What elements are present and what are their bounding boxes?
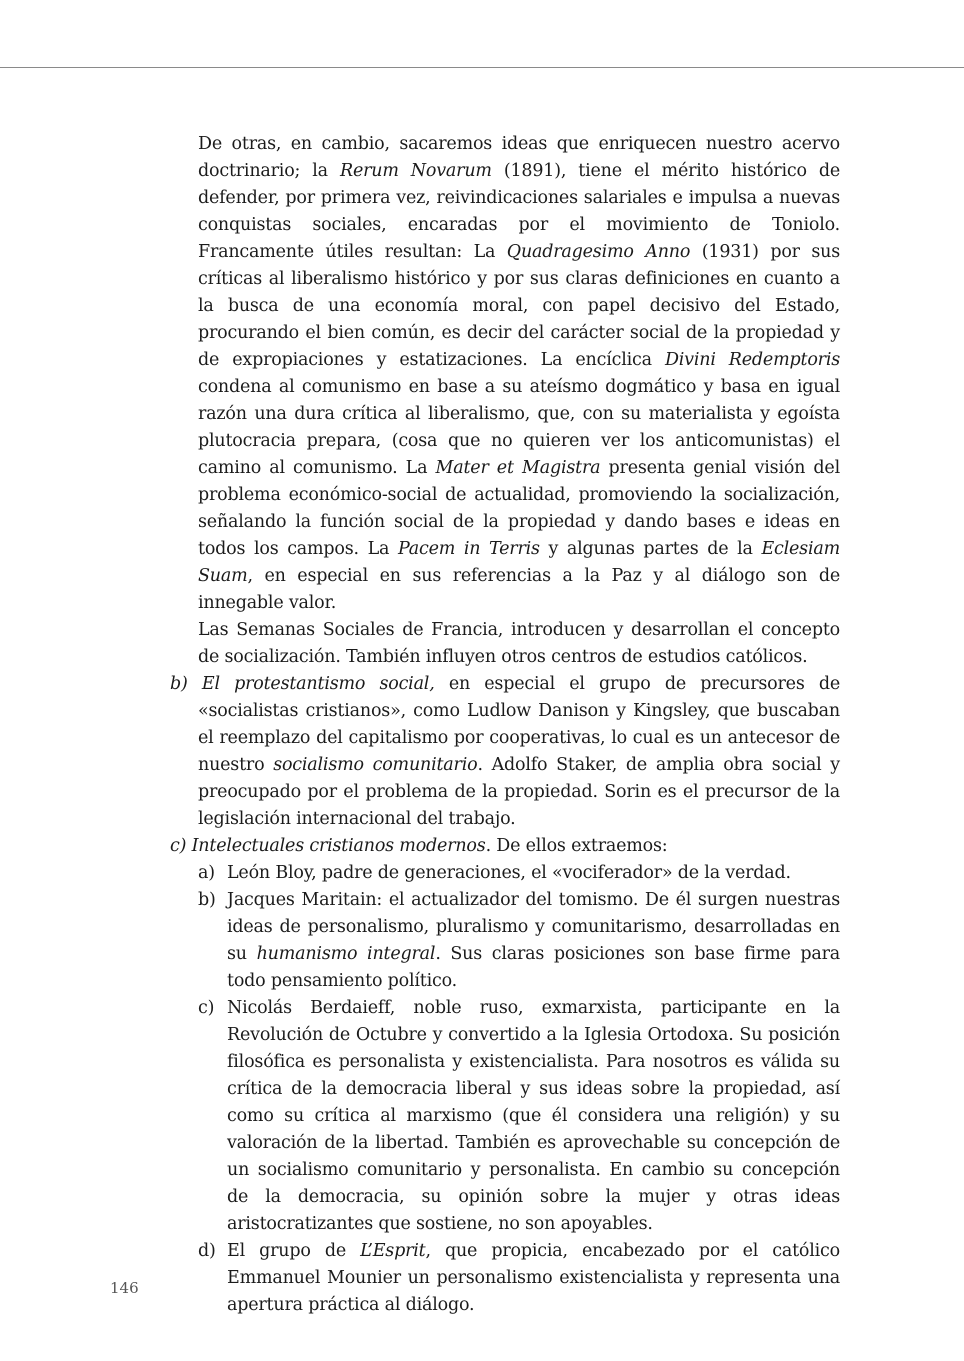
- text-run: . De ellos extraemos:: [485, 836, 668, 856]
- page-number: 146: [110, 1279, 139, 1297]
- sublist-text: Nicolás Berdaieff, noble ruso, exmarxista, participante en la Revolución de Octubre y convertido a la Iglesia Ortodoxa. Su posición filosófica es personalista y existencialista. Para nosotros es válida su crítica de la democracia liberal y sus ideas sobre la propiedad, así como su crítica al marxismo (que él considera una religión) y su valoración de la libertad. También es aprovechable su concepción de un socialismo comunitario y personalista. En cambio su concepción de la democracia, su opinión sobre la mujer y otras ideas aristocratizantes que sostiene, no son apoyables.: [227, 998, 840, 1234]
- paragraph-semanas-sociales: Las Semanas Sociales de Francia, introducen y desarrollan el concepto de socialización. También influyen otros centros de estudios católicos.: [198, 620, 840, 667]
- list-marker: b): [198, 890, 216, 910]
- sublist-item-d: [170, 1238, 840, 1319]
- text-run: . Adolfo Staker, de amplia obra social y preocupado por el problema de la propiedad. Sorin es el precursor de la legislación internacional del trabajo.: [198, 755, 840, 829]
- italic-title-quadragesimo-anno: Quadragesimo Anno: [506, 242, 691, 262]
- list-item-b: [170, 671, 840, 833]
- sublist-item-a: [170, 860, 840, 887]
- italic-term: L’Esprit: [360, 1241, 426, 1261]
- text-run: Jacques Maritain: el actualizador del tomismo. De él surgen nuestras ideas de personalismo, pluralismo y comunitarismo, desarrolladas en su: [227, 890, 840, 964]
- italic-title-eclesiam-suam: Eclesiam Suam: [198, 539, 840, 586]
- sublist-item-b: [170, 887, 840, 995]
- italic-title-pacem-in-terris: Pacem in Terris: [397, 539, 540, 559]
- italic-title-rerum-novarum: Rerum Novarum: [339, 161, 492, 181]
- text-run: (1931) por sus críticas al liberalismo histórico y por sus claras definiciones en cuanto a la busca de una economía moral, con papel decisivo del Estado, procurando el bien común, es decir del carácter social de la propiedad y de expropiaciones y estatizaciones. La encíclica: [198, 242, 841, 370]
- header-rule: [0, 67, 964, 68]
- list-marker: c): [198, 998, 215, 1018]
- list-marker: a): [198, 863, 215, 883]
- italic-term: socialismo comunitario: [273, 755, 478, 775]
- sublist-text: [227, 887, 840, 995]
- italic-title-divini-redemptoris: Divini Redemptoris: [664, 350, 840, 370]
- text-run: (1891), tiene el mérito histórico de defender, por primera vez, reivindicaciones salariales e impulsa a nuevas conquistas sociales, encaradas por el movimiento de Toniolo. Francamente útiles resultan: La: [198, 161, 841, 262]
- sublist-text: León Bloy, padre de generaciones, el «vociferador» de la verdad.: [227, 863, 791, 883]
- list-item-c: [170, 833, 840, 860]
- text-run: , que propicia, encabezado por el católico Emmanuel Mounier un personalismo existencialista y representa una apertura práctica al diálogo.: [227, 1241, 840, 1315]
- item-heading: c) Intelectuales cristianos modernos: [170, 836, 486, 856]
- text-run: El grupo de: [227, 1241, 361, 1261]
- text-run: en especial el grupo de precursores de «socialistas cristianos», como Ludlow Danison y Kingsley, que buscaban el reemplazo del capitalismo por cooperativas, lo cual es un antecesor de nuestro: [198, 674, 841, 775]
- text-run: De otras, en cambio, sacaremos ideas que enriquecen nuestro acervo doctrinario; la: [198, 134, 840, 181]
- item-heading: b) El protestantismo social,: [170, 674, 435, 694]
- italic-title-mater-et-magistra: Mater et Magistra: [435, 458, 601, 478]
- text-run: y algunas partes de la: [539, 539, 762, 559]
- text-run: , en especial en sus referencias a la Paz y al diálogo son de innegable valor.: [198, 566, 840, 613]
- text-run: presenta genial visión del problema económico-social de actualidad, promoviendo la socialización, señalando la función social de la propiedad y dando bases e ideas en todos los campos. La: [198, 458, 840, 559]
- page-body: [170, 131, 840, 1319]
- sublist-item-c: [170, 995, 840, 1238]
- paragraph-encyclicals: [170, 131, 840, 617]
- sublist-text: [227, 1238, 840, 1319]
- text-run: . Sus claras posiciones son base firme para todo pensamiento político.: [227, 944, 840, 991]
- list-marker: d): [198, 1241, 216, 1261]
- italic-term: humanismo integral: [256, 944, 436, 964]
- text-run: condena al comunismo en base a su ateísmo dogmático y basa en igual razón una dura crítica al liberalismo, que, con su materialista y egoísta plutocracia prepara, (cosa que no quieren ver los anticomunistas) el camino al comunismo. La: [198, 377, 840, 478]
